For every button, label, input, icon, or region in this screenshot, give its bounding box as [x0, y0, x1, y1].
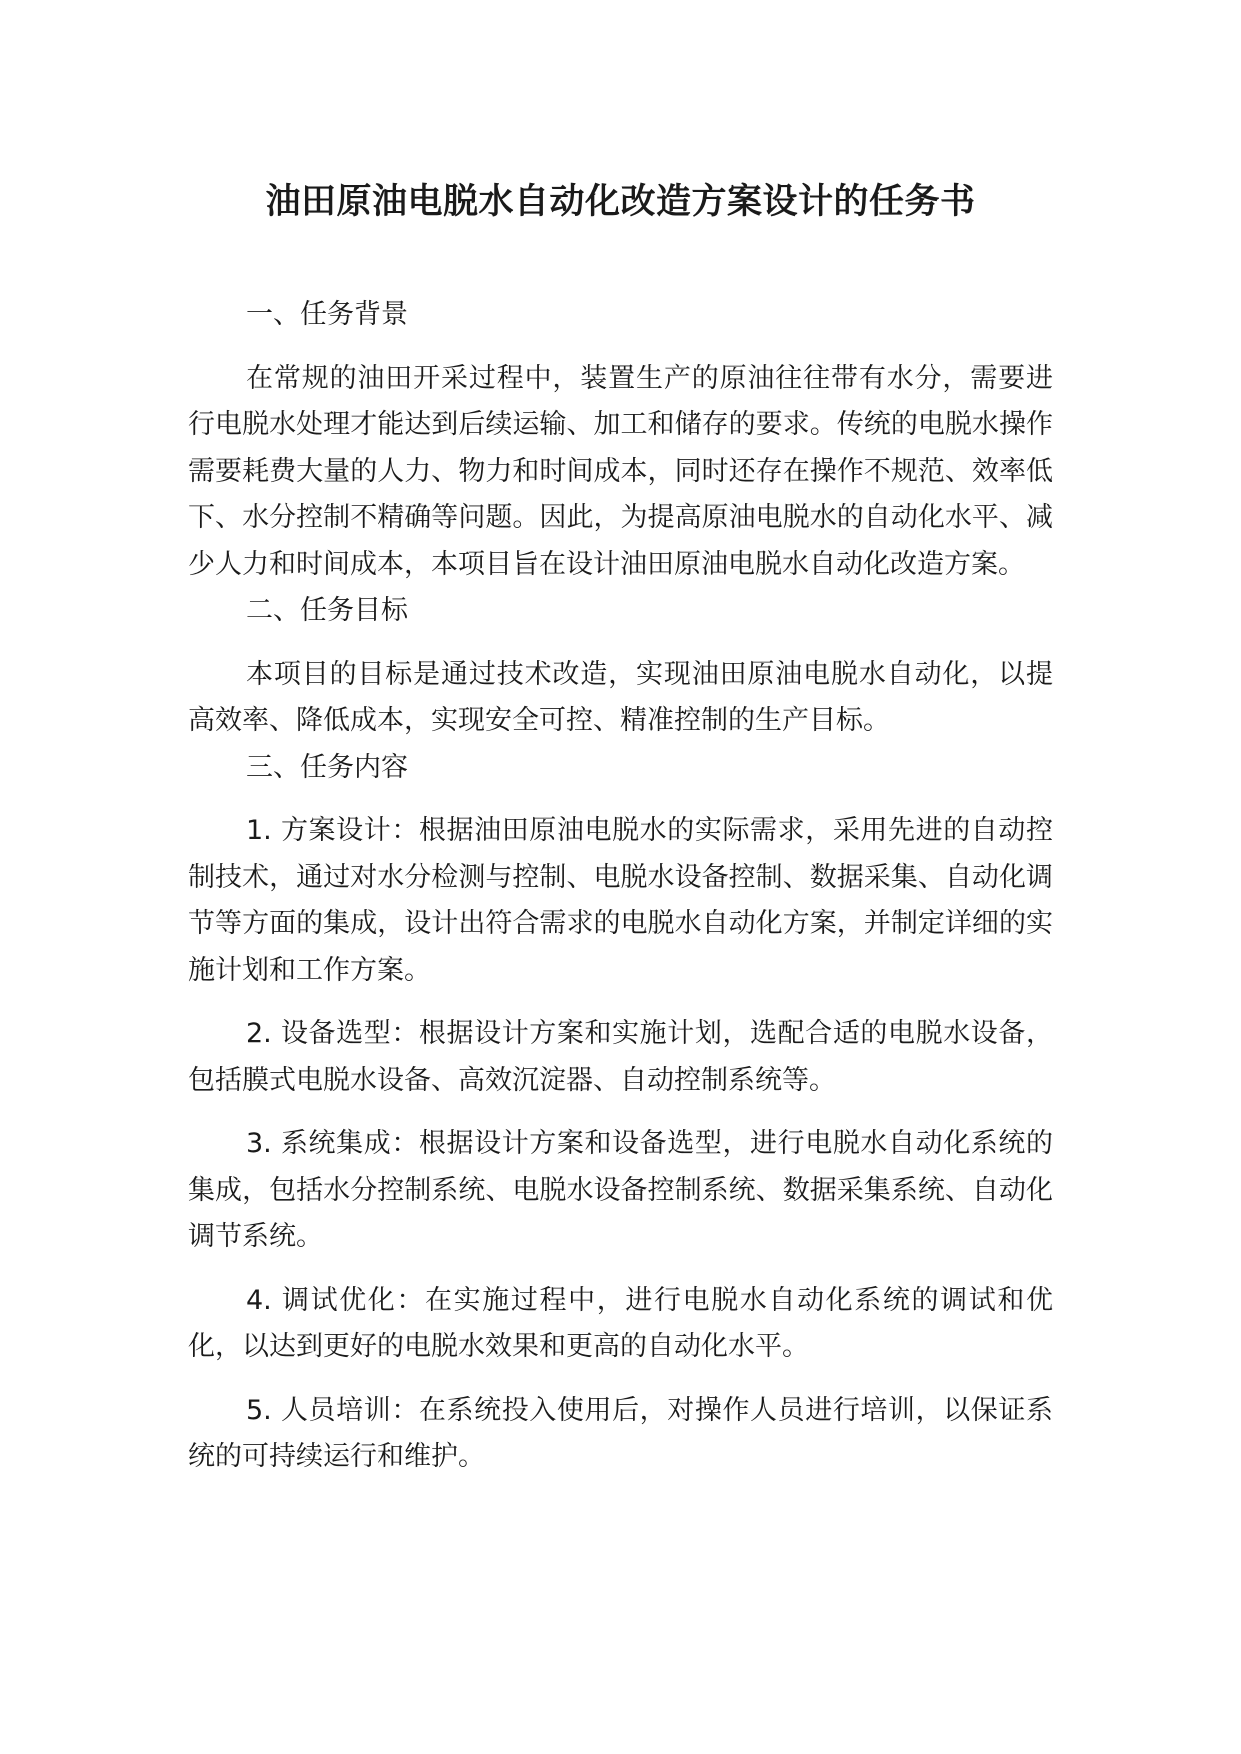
list-item-scheme-design: 1. 方案设计：根据油田原油电脱水的实际需求，采用先进的自动控制技术，通过对水分检测与控制、电脱水设备控制、数据采集、自动化调节等方面的集成，设计出符合需求的电脱水自动化方案，并制定详细的实施计划和工作方案。: [188, 815, 1053, 986]
document-body: [188, 292, 1053, 1481]
list-item-debugging-optimization: 4. 调试优化：在实施过程中，进行电脱水自动化系统的调试和优化，以达到更好的电脱水效果和更高的自动化水平。: [188, 1284, 1053, 1362]
list-item-equipment-selection: 2. 设备选型：根据设计方案和实施计划，选配合适的电脱水设备，包括膜式电脱水设备、高效沉淀器、自动控制系统等。: [188, 1018, 1053, 1096]
paragraph-objective: 本项目的目标是通过技术改造，实现油田原油电脱水自动化，以提高效率、降低成本，实现安全可控、精准控制的生产目标。: [188, 658, 1053, 736]
document-title: 油田原油电脱水自动化改造方案设计的任务书: [265, 182, 976, 222]
section-heading-content: 三、任务内容: [246, 751, 408, 783]
paragraph-background: 在常规的油田开采过程中，装置生产的原油往往带有水分，需要进行电脱水处理才能达到后续运输、加工和储存的要求。传统的电脱水操作需要耗费大量的人力、物力和时间成本，同时还存在操作不规范、效率低下、水分控制不精确等问题。因此，为提高原油电脱水的自动化水平、减少人力和时间成本，本项目旨在设计油田原油电脱水自动化改造方案。: [188, 362, 1053, 580]
section-heading-background: 一、任务背景: [246, 299, 408, 330]
section-heading-objective: 二、任务目标: [246, 595, 408, 626]
list-item-staff-training: 5. 人员培训：在系统投入使用后，对操作人员进行培训，以保证系统的可持续运行和维护。: [188, 1394, 1053, 1472]
list-item-system-integration: 3. 系统集成：根据设计方案和设备选型，进行电脱水自动化系统的集成，包括水分控制系统、电脱水设备控制系统、数据采集系统、自动化调节系统。: [188, 1128, 1053, 1252]
